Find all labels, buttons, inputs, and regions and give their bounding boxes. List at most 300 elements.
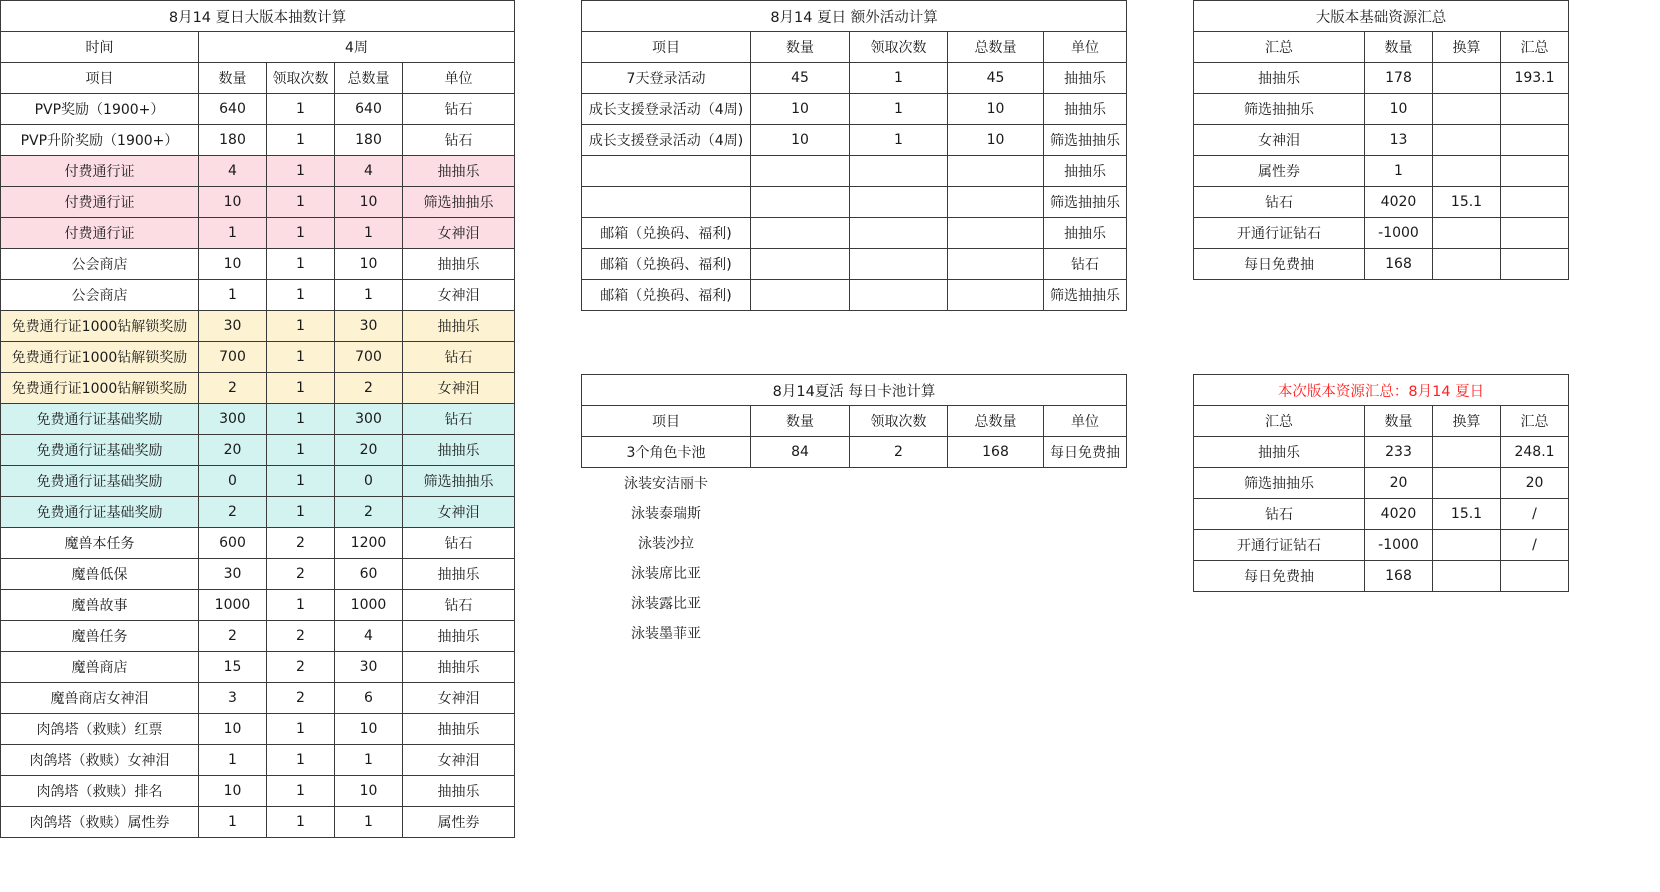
total-cell[interactable]: 1200 — [335, 528, 403, 559]
table-row — [1, 218, 515, 249]
times-cell[interactable]: 1 — [267, 404, 335, 435]
item-cell[interactable]: 公会商店 — [1, 280, 199, 311]
unit-cell[interactable]: 抽抽乐 — [403, 435, 515, 466]
conv-cell[interactable] — [1433, 218, 1501, 249]
item-cell[interactable]: 付费通行证 — [1, 187, 199, 218]
resource-name[interactable]: 钻石 — [1194, 187, 1365, 218]
qty-cell[interactable]: 640 — [199, 94, 267, 125]
qty-cell[interactable]: 1 — [199, 807, 267, 838]
conv-cell[interactable] — [1433, 125, 1501, 156]
unit-cell[interactable]: 抽抽乐 — [1044, 94, 1127, 125]
qty-cell[interactable]: 300 — [199, 404, 267, 435]
times-cell[interactable]: 1 — [267, 156, 335, 187]
times-cell[interactable]: 2 — [267, 683, 335, 714]
qty-cell[interactable]: 4020 — [1365, 499, 1433, 530]
daily-pool-table — [581, 374, 1127, 648]
table-row — [1, 125, 515, 156]
qty-cell[interactable]: 168 — [1365, 249, 1433, 280]
item-cell[interactable]: 免费通行证基础奖励 — [1, 466, 199, 497]
empty-cell[interactable] — [850, 528, 948, 558]
unit-cell[interactable]: 抽抽乐 — [403, 714, 515, 745]
table-row — [1, 590, 515, 621]
qty-cell[interactable]: 600 — [199, 528, 267, 559]
times-cell[interactable]: 1 — [267, 187, 335, 218]
header-times[interactable]: 领取次数 — [850, 406, 948, 437]
qty-cell[interactable]: 45 — [751, 63, 850, 94]
unit-cell[interactable]: 每日免费抽 — [1044, 437, 1127, 468]
header-times[interactable]: 领取次数 — [850, 32, 948, 63]
conv-cell[interactable] — [1433, 437, 1501, 468]
empty-cell[interactable] — [751, 498, 850, 528]
resource-name[interactable]: 属性券 — [1194, 156, 1365, 187]
qty-cell[interactable]: 180 — [199, 125, 267, 156]
qty-cell[interactable] — [751, 249, 850, 280]
total-cell[interactable]: 6 — [335, 683, 403, 714]
empty-cell[interactable] — [948, 528, 1044, 558]
resource-name[interactable]: 开通行证钻石 — [1194, 530, 1365, 561]
resource-name[interactable]: 筛选抽抽乐 — [1194, 468, 1365, 499]
character-name[interactable]: 泳装泰瑞斯 — [631, 506, 701, 522]
empty-cell[interactable] — [751, 558, 850, 588]
empty-cell[interactable] — [1044, 588, 1127, 618]
times-cell[interactable] — [850, 156, 948, 187]
unit-cell[interactable]: 筛选抽抽乐 — [1044, 187, 1127, 218]
table-row — [582, 125, 1127, 156]
total-cell[interactable]: 10 — [948, 94, 1044, 125]
header-times[interactable]: 领取次数 — [267, 63, 335, 94]
qty-cell[interactable]: 1 — [1365, 156, 1433, 187]
header-total[interactable]: 总数量 — [948, 32, 1044, 63]
empty-cell[interactable] — [751, 618, 850, 648]
table-row — [1, 559, 515, 590]
table-row — [1, 466, 515, 497]
unit-cell[interactable]: 抽抽乐 — [1044, 63, 1127, 94]
character-name[interactable]: 泳装沙拉 — [638, 536, 694, 552]
resource-name[interactable]: 筛选抽抽乐 — [1194, 94, 1365, 125]
times-cell[interactable]: 1 — [850, 94, 948, 125]
total-cell[interactable]: 180 — [335, 125, 403, 156]
total-cell[interactable]: 1 — [335, 745, 403, 776]
unit-cell[interactable]: 钻石 — [403, 125, 515, 156]
item-cell[interactable]: 魔兽低保 — [1, 559, 199, 590]
table-row — [1, 745, 515, 776]
total-cell[interactable]: 2 — [335, 497, 403, 528]
total-cell[interactable]: 4 — [335, 156, 403, 187]
total-cell[interactable] — [948, 249, 1044, 280]
sum-cell[interactable] — [1501, 125, 1569, 156]
item-cell[interactable]: 付费通行证 — [1, 156, 199, 187]
header-conv[interactable]: 换算 — [1433, 32, 1501, 63]
times-cell[interactable]: 2 — [267, 528, 335, 559]
resource-name[interactable]: 女神泪 — [1194, 125, 1365, 156]
times-cell[interactable]: 1 — [267, 94, 335, 125]
conv-cell[interactable] — [1433, 94, 1501, 125]
total-cell[interactable]: 20 — [335, 435, 403, 466]
main-version-header-row — [1, 63, 515, 94]
qty-cell[interactable]: 10 — [199, 187, 267, 218]
unit-cell[interactable]: 抽抽乐 — [403, 776, 515, 807]
qty-cell[interactable] — [751, 218, 850, 249]
qty-cell[interactable]: 233 — [1365, 437, 1433, 468]
base-summary-table — [1193, 0, 1569, 280]
times-cell[interactable] — [850, 280, 948, 311]
unit-cell[interactable]: 钻石 — [403, 342, 515, 373]
sum-cell[interactable] — [1501, 156, 1569, 187]
empty-cell[interactable] — [948, 618, 1044, 648]
header-qty[interactable]: 数量 — [751, 406, 850, 437]
item-cell[interactable]: 7天登录活动 — [582, 63, 751, 94]
unit-cell[interactable]: 女神泪 — [403, 280, 515, 311]
character-row — [582, 528, 1127, 558]
times-cell[interactable]: 1 — [267, 714, 335, 745]
total-cell[interactable]: 30 — [335, 652, 403, 683]
qty-cell[interactable]: 1 — [199, 218, 267, 249]
header-name[interactable]: 汇总 — [1194, 32, 1365, 63]
unit-cell[interactable]: 抽抽乐 — [403, 652, 515, 683]
table-row — [582, 437, 1127, 468]
total-cell[interactable]: 10 — [335, 776, 403, 807]
unit-cell[interactable]: 筛选抽抽乐 — [403, 466, 515, 497]
total-cell[interactable]: 60 — [335, 559, 403, 590]
times-cell[interactable]: 1 — [267, 280, 335, 311]
header-item[interactable]: 项目 — [1, 63, 199, 94]
sum-cell[interactable] — [1501, 561, 1569, 592]
empty-cell[interactable] — [948, 588, 1044, 618]
item-cell[interactable] — [582, 156, 751, 187]
qty-cell[interactable]: 178 — [1365, 63, 1433, 94]
resource-name[interactable]: 抽抽乐 — [1194, 63, 1365, 94]
character-name[interactable]: 泳装露比亚 — [631, 596, 701, 612]
qty-cell[interactable]: 4020 — [1365, 187, 1433, 218]
sum-cell[interactable] — [1501, 249, 1569, 280]
total-cell[interactable] — [948, 280, 1044, 311]
qty-cell[interactable]: 1 — [199, 280, 267, 311]
sum-cell[interactable] — [1501, 94, 1569, 125]
header-qty[interactable]: 数量 — [751, 32, 850, 63]
qty-cell[interactable]: -1000 — [1365, 530, 1433, 561]
empty-cell[interactable] — [1044, 498, 1127, 528]
sum-cell[interactable] — [1501, 187, 1569, 218]
qty-cell[interactable] — [751, 156, 850, 187]
times-cell[interactable] — [850, 187, 948, 218]
empty-cell[interactable] — [751, 528, 850, 558]
qty-cell[interactable]: 10 — [199, 249, 267, 280]
item-cell[interactable]: 邮箱（兑换码、福利) — [582, 218, 751, 249]
qty-cell[interactable]: 20 — [1365, 468, 1433, 499]
extra-events-title[interactable]: 8月14 夏日 额外活动计算 — [582, 1, 1127, 32]
unit-cell[interactable]: 钻石 — [1044, 249, 1127, 280]
qty-cell[interactable] — [751, 187, 850, 218]
item-cell[interactable]: 3个角色卡池 — [582, 437, 751, 468]
times-cell[interactable]: 1 — [850, 125, 948, 156]
unit-cell[interactable]: 钻石 — [403, 94, 515, 125]
daily-pool-title[interactable]: 8月14夏活 每日卡池计算 — [582, 375, 1127, 406]
table-row — [582, 94, 1127, 125]
total-cell[interactable]: 10 — [335, 249, 403, 280]
empty-cell[interactable] — [751, 588, 850, 618]
header-total[interactable]: 总数量 — [335, 63, 403, 94]
item-cell[interactable]: 肉鸽塔（救赎）红票 — [1, 714, 199, 745]
item-cell[interactable] — [582, 187, 751, 218]
times-cell[interactable]: 1 — [850, 63, 948, 94]
header-qty[interactable]: 数量 — [1365, 406, 1433, 437]
total-cell[interactable] — [948, 218, 1044, 249]
qty-cell[interactable]: 30 — [199, 559, 267, 590]
unit-cell[interactable]: 抽抽乐 — [403, 249, 515, 280]
unit-cell[interactable]: 钻石 — [403, 528, 515, 559]
item-cell[interactable]: 魔兽本任务 — [1, 528, 199, 559]
times-cell[interactable]: 2 — [267, 559, 335, 590]
time-value-cell[interactable]: 4周 — [199, 32, 515, 63]
header-sum[interactable]: 汇总 — [1501, 32, 1569, 63]
empty-cell[interactable] — [1044, 558, 1127, 588]
qty-cell[interactable]: 2 — [199, 497, 267, 528]
qty-cell[interactable]: 84 — [751, 437, 850, 468]
times-cell[interactable]: 1 — [267, 373, 335, 404]
header-name[interactable]: 汇总 — [1194, 406, 1365, 437]
times-cell[interactable]: 1 — [267, 807, 335, 838]
item-cell[interactable]: PVP奖励（1900+） — [1, 94, 199, 125]
sum-cell[interactable]: / — [1501, 530, 1569, 561]
times-cell[interactable]: 1 — [267, 218, 335, 249]
item-cell[interactable]: 肉鸽塔（救赎）女神泪 — [1, 745, 199, 776]
unit-cell[interactable]: 抽抽乐 — [403, 559, 515, 590]
unit-cell[interactable]: 钻石 — [403, 404, 515, 435]
header-qty[interactable]: 数量 — [199, 63, 267, 94]
table-row — [582, 280, 1127, 311]
conv-cell[interactable] — [1433, 468, 1501, 499]
times-cell[interactable]: 1 — [267, 497, 335, 528]
item-cell[interactable]: 魔兽商店女神泪 — [1, 683, 199, 714]
base-summary-title[interactable]: 大版本基础资源汇总 — [1194, 1, 1569, 32]
character-name[interactable]: 泳装安洁丽卡 — [624, 476, 708, 492]
total-cell[interactable]: 1 — [335, 280, 403, 311]
item-cell[interactable]: 免费通行证基础奖励 — [1, 497, 199, 528]
unit-cell[interactable]: 钻石 — [403, 590, 515, 621]
item-cell[interactable]: 免费通行证基础奖励 — [1, 404, 199, 435]
unit-cell[interactable]: 女神泪 — [403, 683, 515, 714]
unit-cell[interactable]: 女神泪 — [403, 373, 515, 404]
item-cell[interactable]: 公会商店 — [1, 249, 199, 280]
total-cell[interactable]: 1 — [335, 218, 403, 249]
total-cell[interactable]: 1 — [335, 807, 403, 838]
unit-cell[interactable]: 筛选抽抽乐 — [403, 187, 515, 218]
qty-cell[interactable]: 2 — [199, 373, 267, 404]
total-cell[interactable]: 10 — [335, 187, 403, 218]
sum-cell[interactable] — [1501, 218, 1569, 249]
qty-cell[interactable]: 10 — [199, 714, 267, 745]
character-row — [582, 618, 1127, 648]
qty-cell[interactable]: 3 — [199, 683, 267, 714]
time-label-cell[interactable]: 时间 — [1, 32, 199, 63]
total-cell[interactable]: 300 — [335, 404, 403, 435]
character-name[interactable]: 泳装席比亚 — [631, 566, 701, 582]
table-row — [1194, 437, 1569, 468]
total-cell[interactable]: 168 — [948, 437, 1044, 468]
empty-cell[interactable] — [850, 618, 948, 648]
empty-cell[interactable] — [1044, 618, 1127, 648]
unit-cell[interactable]: 女神泪 — [403, 745, 515, 776]
empty-cell[interactable] — [850, 498, 948, 528]
item-cell[interactable]: 邮箱（兑换码、福利) — [582, 280, 751, 311]
item-cell[interactable]: 肉鸽塔（救赎）排名 — [1, 776, 199, 807]
conv-cell[interactable] — [1433, 530, 1501, 561]
empty-cell[interactable] — [850, 588, 948, 618]
qty-cell[interactable]: 20 — [199, 435, 267, 466]
empty-cell[interactable] — [948, 498, 1044, 528]
conv-cell[interactable]: 15.1 — [1433, 187, 1501, 218]
qty-cell[interactable]: 10 — [751, 125, 850, 156]
header-item[interactable]: 项目 — [582, 32, 751, 63]
table-row — [1, 249, 515, 280]
sum-cell[interactable]: 193.1 — [1501, 63, 1569, 94]
version-summary-title[interactable]: 本次版本资源汇总：8月14 夏日 — [1194, 375, 1569, 406]
qty-cell[interactable]: 168 — [1365, 561, 1433, 592]
item-cell[interactable]: 邮箱（兑换码、福利) — [582, 249, 751, 280]
unit-cell[interactable]: 抽抽乐 — [403, 621, 515, 652]
total-cell[interactable]: 10 — [948, 125, 1044, 156]
unit-cell[interactable]: 女神泪 — [403, 497, 515, 528]
item-cell[interactable]: 魔兽故事 — [1, 590, 199, 621]
total-cell[interactable] — [948, 156, 1044, 187]
times-cell[interactable]: 1 — [267, 590, 335, 621]
header-total[interactable]: 总数量 — [948, 406, 1044, 437]
sum-cell[interactable]: 20 — [1501, 468, 1569, 499]
total-cell[interactable]: 10 — [335, 714, 403, 745]
qty-cell[interactable] — [751, 280, 850, 311]
item-cell[interactable]: 免费通行证基础奖励 — [1, 435, 199, 466]
table-row — [1, 187, 515, 218]
unit-cell[interactable]: 属性券 — [403, 807, 515, 838]
qty-cell[interactable]: 1 — [199, 745, 267, 776]
empty-cell[interactable] — [948, 468, 1044, 499]
item-cell[interactable]: 魔兽商店 — [1, 652, 199, 683]
times-cell[interactable]: 1 — [267, 745, 335, 776]
qty-cell[interactable]: 10 — [1365, 94, 1433, 125]
empty-cell[interactable] — [1044, 468, 1127, 499]
total-cell[interactable] — [948, 187, 1044, 218]
times-cell[interactable]: 1 — [267, 249, 335, 280]
times-cell[interactable]: 1 — [267, 342, 335, 373]
empty-cell[interactable] — [1044, 528, 1127, 558]
unit-cell[interactable]: 抽抽乐 — [403, 311, 515, 342]
qty-cell[interactable]: 0 — [199, 466, 267, 497]
times-cell[interactable]: 1 — [267, 125, 335, 156]
total-cell[interactable]: 1000 — [335, 590, 403, 621]
unit-cell[interactable]: 抽抽乐 — [403, 156, 515, 187]
empty-cell[interactable] — [751, 468, 850, 499]
qty-cell[interactable]: 10 — [751, 94, 850, 125]
extra-events-header-row — [582, 32, 1127, 63]
unit-cell[interactable]: 女神泪 — [403, 218, 515, 249]
sum-cell[interactable]: 248.1 — [1501, 437, 1569, 468]
item-cell[interactable]: 肉鸽塔（救赎）属性券 — [1, 807, 199, 838]
conv-cell[interactable] — [1433, 561, 1501, 592]
times-cell[interactable]: 1 — [267, 435, 335, 466]
times-cell[interactable]: 1 — [267, 311, 335, 342]
total-cell[interactable]: 30 — [335, 311, 403, 342]
total-cell[interactable]: 2 — [335, 373, 403, 404]
sum-cell[interactable]: / — [1501, 499, 1569, 530]
resource-name[interactable]: 抽抽乐 — [1194, 437, 1365, 468]
qty-cell[interactable]: 15 — [199, 652, 267, 683]
version-summary-table — [1193, 374, 1569, 592]
unit-cell[interactable]: 筛选抽抽乐 — [1044, 280, 1127, 311]
table-row — [1, 94, 515, 125]
character-name[interactable]: 泳装墨菲亚 — [631, 626, 701, 642]
item-cell[interactable]: 成长支援登录活动（4周) — [582, 125, 751, 156]
total-cell[interactable]: 640 — [335, 94, 403, 125]
qty-cell[interactable]: 2 — [199, 621, 267, 652]
item-cell[interactable]: 付费通行证 — [1, 218, 199, 249]
total-cell[interactable]: 45 — [948, 63, 1044, 94]
table-row — [582, 249, 1127, 280]
times-cell[interactable]: 1 — [267, 466, 335, 497]
table-row — [1194, 94, 1569, 125]
header-item[interactable]: 项目 — [582, 406, 751, 437]
header-sum[interactable]: 汇总 — [1501, 406, 1569, 437]
conv-cell[interactable]: 15.1 — [1433, 499, 1501, 530]
resource-name[interactable]: 每日免费抽 — [1194, 561, 1365, 592]
resource-name[interactable]: 钻石 — [1194, 499, 1365, 530]
times-cell[interactable]: 2 — [267, 652, 335, 683]
unit-cell[interactable]: 筛选抽抽乐 — [1044, 125, 1127, 156]
item-cell[interactable]: 免费通行证1000钻解锁奖励 — [1, 373, 199, 404]
header-qty[interactable]: 数量 — [1365, 32, 1433, 63]
table-row — [1194, 156, 1569, 187]
qty-cell[interactable]: 13 — [1365, 125, 1433, 156]
empty-cell[interactable] — [850, 468, 948, 499]
item-cell[interactable]: 成长支援登录活动（4周) — [582, 94, 751, 125]
unit-cell[interactable]: 抽抽乐 — [1044, 218, 1127, 249]
item-cell[interactable]: 免费通行证1000钻解锁奖励 — [1, 342, 199, 373]
times-cell[interactable]: 1 — [267, 776, 335, 807]
item-cell[interactable]: 免费通行证1000钻解锁奖励 — [1, 311, 199, 342]
main-version-title[interactable]: 8月14 夏日大版本抽数计算 — [1, 1, 515, 32]
table-row — [1194, 468, 1569, 499]
item-cell[interactable]: 魔兽任务 — [1, 621, 199, 652]
header-conv[interactable]: 换算 — [1433, 406, 1501, 437]
item-cell[interactable]: PVP升阶奖励（1900+） — [1, 125, 199, 156]
conv-cell[interactable] — [1433, 156, 1501, 187]
qty-cell[interactable]: 4 — [199, 156, 267, 187]
times-cell[interactable] — [850, 249, 948, 280]
table-row — [582, 218, 1127, 249]
unit-cell[interactable]: 抽抽乐 — [1044, 156, 1127, 187]
header-unit[interactable]: 单位 — [1044, 32, 1127, 63]
table-row — [1194, 561, 1569, 592]
empty-cell[interactable] — [948, 558, 1044, 588]
resource-name[interactable]: 每日免费抽 — [1194, 249, 1365, 280]
conv-cell[interactable] — [1433, 63, 1501, 94]
times-cell[interactable] — [850, 218, 948, 249]
times-cell[interactable]: 2 — [850, 437, 948, 468]
empty-cell[interactable] — [850, 558, 948, 588]
total-cell[interactable]: 0 — [335, 466, 403, 497]
header-unit[interactable]: 单位 — [1044, 406, 1127, 437]
total-cell[interactable]: 4 — [335, 621, 403, 652]
qty-cell[interactable]: 700 — [199, 342, 267, 373]
qty-cell[interactable]: 10 — [199, 776, 267, 807]
qty-cell[interactable]: 30 — [199, 311, 267, 342]
header-unit[interactable]: 单位 — [403, 63, 515, 94]
times-cell[interactable]: 2 — [267, 621, 335, 652]
total-cell[interactable]: 700 — [335, 342, 403, 373]
resource-name[interactable]: 开通行证钻石 — [1194, 218, 1365, 249]
conv-cell[interactable] — [1433, 249, 1501, 280]
qty-cell[interactable]: -1000 — [1365, 218, 1433, 249]
qty-cell[interactable]: 1000 — [199, 590, 267, 621]
